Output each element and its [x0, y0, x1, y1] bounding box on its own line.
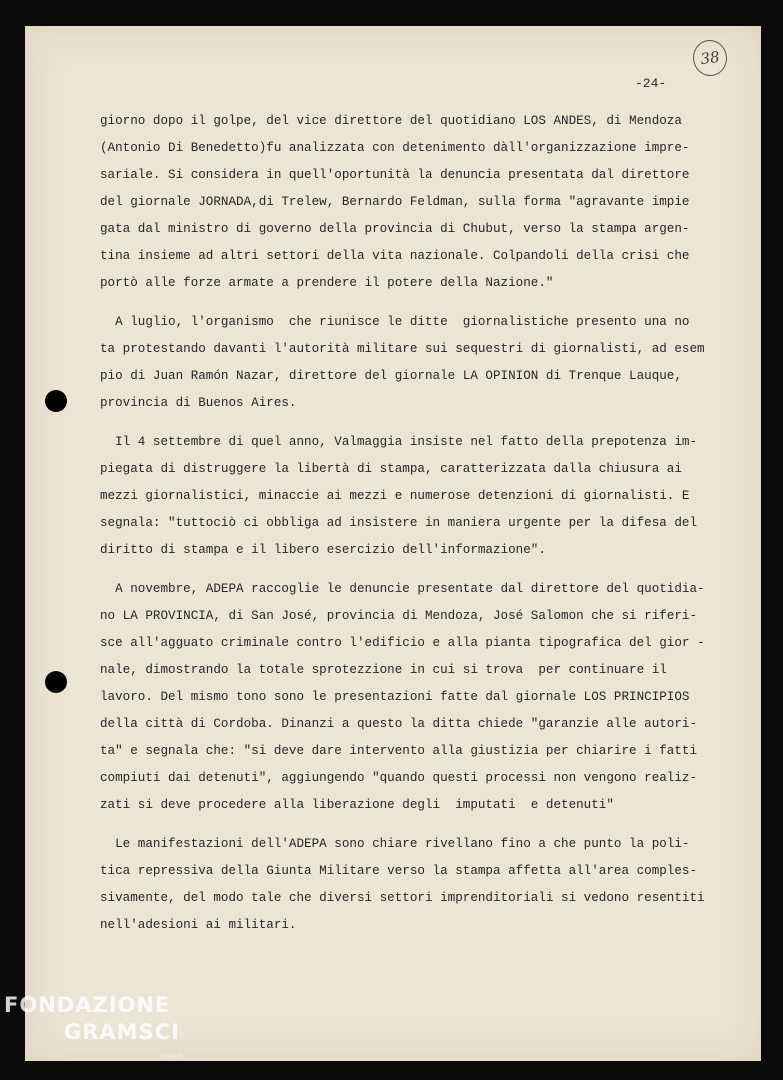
text-line: segnala: "tuttociò ci obbliga ad insistere in maniera urgente per la difesa del [100, 516, 698, 530]
paragraph [100, 831, 740, 939]
text-line: piegata di distruggere la libertà di stampa, caratterizzata dalla chiusura ai [100, 462, 682, 476]
archive-number-stamp: 38 [691, 38, 730, 78]
watermark-subtitle: onlus [160, 1052, 185, 1062]
text-line: del giornale JORNADA,di Trelew, Bernardo Feldman, sulla forma "agravante impie [100, 195, 690, 209]
text-line: della città di Cordoba. Dinanzi a questo la ditta chiede "garanzie alle autori- [100, 717, 698, 731]
paragraph [100, 429, 740, 564]
paragraph [100, 309, 740, 417]
text-line: lavoro. Del mismo tono sono le presentazioni fatte dal giornale LOS PRINCIPIOS [100, 690, 690, 704]
text-line: A novembre, ADEPA raccoglie le denuncie presentate dal direttore del quotidia- [100, 582, 705, 596]
text-line: tica repressiva della Giunta Militare verso la stampa affetta all'area comples- [100, 864, 698, 878]
text-line: portò alle forze armate a prendere il potere della Nazione." [100, 276, 554, 290]
text-line: zati si deve procedere alla liberazione degli imputati e detenuti" [100, 798, 614, 812]
text-line: tina insieme ad altri settori della vita nazionale. Colpandoli della crisi che [100, 249, 690, 263]
text-line: ta" e segnala che: "si deve dare intervento alla giustizia per chiarire i fatti [100, 744, 698, 758]
text-line: Le manifestazioni dell'ADEPA sono chiare rivellano fino a che punto la poli- [100, 837, 690, 851]
paragraph [100, 108, 740, 297]
text-line: compiuti dai detenuti", aggiungendo "quando questi processi non vengono realiz- [100, 771, 698, 785]
text-line: provincia di Buenos Aires. [100, 396, 297, 410]
text-line: mezzi giornalistici, minaccie ai mezzi e numerose detenzioni di giornalisti. E [100, 489, 690, 503]
text-line: gata dal ministro di governo della provincia di Chubut, verso la stampa argen- [100, 222, 690, 236]
text-line: diritto di stampa e il libero esercizio dell'informazione". [100, 543, 546, 557]
text-line: Il 4 settembre di quel anno, Valmaggia insiste nel fatto della prepotenza im- [100, 435, 698, 449]
text-line: sariale. Si considera in quell'oportunità la denuncia presentata dal direttore [100, 168, 690, 182]
text-line: ta protestando davanti l'autorità militare sui sequestri di giornalisti, ad esem [100, 342, 705, 356]
punch-hole-top [45, 390, 67, 412]
watermark-line1: FONDAZIONE [4, 993, 171, 1017]
typewritten-body [100, 108, 740, 951]
text-line: sce all'agguato criminale contro l'edificio e alla pianta tipografica del gior - [100, 636, 705, 650]
text-line: (Antonio Di Benedetto)fu analizzata con detenimento dàll'organizzazione impre- [100, 141, 690, 155]
paragraph [100, 576, 740, 819]
document-page [25, 26, 761, 1061]
watermark-line2: GRAMSCI [64, 1020, 180, 1044]
text-line: A luglio, l'organismo che riunisce le ditte giornalistiche presento una no [100, 315, 690, 329]
text-line: giorno dopo il golpe, del vice direttore del quotidiano LOS ANDES, di Mendoza [100, 114, 682, 128]
text-line: pio di Juan Ramón Nazar, direttore del giornale LA OPINION di Trenque Lauque, [100, 369, 682, 383]
text-line: sivamente, del modo tale che diversi settori imprenditoriali si vedono resentiti [100, 891, 705, 905]
page-number: -24- [635, 76, 667, 91]
text-line: nell'adesioni ai militari. [100, 918, 297, 932]
text-line: nale, dimostrando la totale sprotezzione in cui si trova per continuare il [100, 663, 667, 677]
text-line: no LA PROVINCIA, di San José, provincia di Mendoza, José Salomon che si riferi- [100, 609, 698, 623]
punch-hole-bottom [45, 671, 67, 693]
fondazione-gramsci-watermark [4, 995, 180, 1043]
